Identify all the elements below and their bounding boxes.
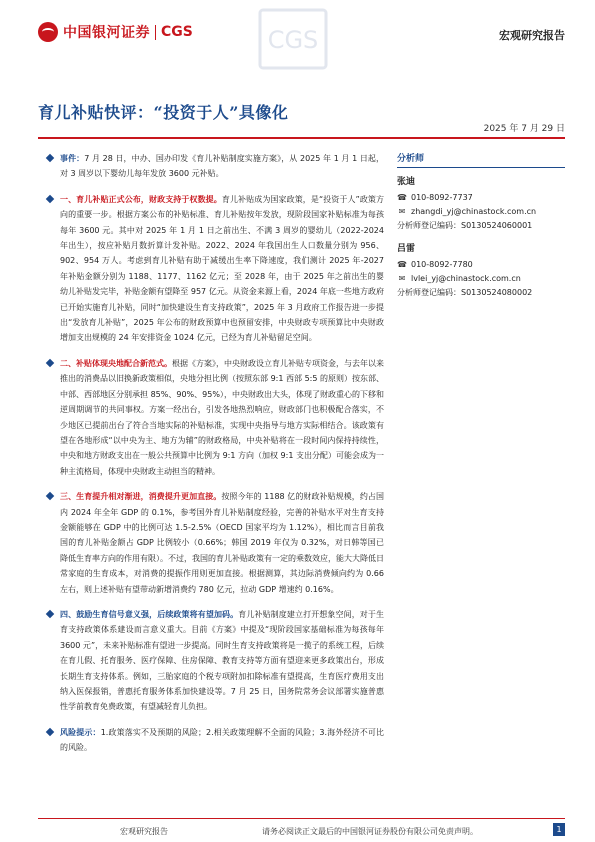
page-number: 1 [553, 823, 565, 836]
report-date: 2025 年 7 月 29 日 [483, 124, 565, 134]
footer-divider [38, 818, 565, 819]
paragraph-lead: 事件： [60, 154, 85, 163]
email-icon: ✉ [398, 274, 406, 283]
analyst-cert: S0130524060001 [461, 221, 533, 230]
paragraph-text: 按照今年的 1188 亿的财政补贴规模，约占国内 2024 年全年 GDP 的 0.1%，参考国外育儿补贴制度经验，完善的补贴水平对生育支持金额能够在 GDP 中的比例可达 1.5-2.5%（OECD 国家平均为 1.12%），相比而言目前我国的育儿补贴金额占 GDP 比例较小（0.66%；韩国 2019 年仅为 0.32%，对日韩等国已降低生育率方向的作用有限）。不过，我国的育儿补贴政策有一定的乘数效应，能大大降低日常家庭的生育成本，对消费的提振作用则更加直接。根据测算，其边际消费倾向约为 0.66 左右，则上述补贴有望带动新增消费约 780 亿元，拉动 GDP 增速约 0.16%。 [60, 492, 384, 594]
watermark-logo-icon [258, 8, 328, 70]
analyst-card [397, 174, 565, 233]
logo-english-name: CGS [161, 24, 193, 40]
watermark-text: CGS [267, 26, 319, 54]
analyst-email-row [397, 272, 565, 286]
diamond-bullet-icon [46, 610, 54, 618]
report-type-label: 宏观研究报告 [499, 29, 565, 42]
paragraph-section-4 [44, 607, 384, 715]
paragraph-section-2 [44, 356, 384, 479]
paragraph-section-1 [44, 192, 384, 346]
diamond-bullet-icon [46, 728, 54, 736]
analyst-cert-label: 分析师登记编码： [397, 221, 461, 230]
report-header [0, 0, 595, 70]
analyst-phone: 010-8092-7737 [411, 193, 473, 202]
analyst-phone-row [397, 258, 565, 272]
paragraph-risk [44, 725, 384, 756]
paragraph-subtitle: 三、生育提升相对渐进，消费提升更加直接。 [60, 492, 222, 502]
paragraph-lead: 风险提示： [60, 727, 101, 737]
paragraph-event [44, 151, 384, 182]
diamond-bullet-icon [46, 492, 54, 500]
logo-mark-icon [38, 22, 58, 42]
diamond-bullet-icon [46, 154, 54, 162]
analyst-email-row [397, 205, 565, 219]
analyst-card [397, 241, 565, 300]
footer-report-type: 宏观研究报告 [120, 827, 168, 836]
analyst-name: 吕雷 [397, 244, 416, 254]
paragraph-subtitle: 四、鼓励生育信号意义强，后续政策将有望加码。 [60, 609, 239, 619]
logo-separator [155, 25, 156, 40]
paragraph-text: 根据《方案》，中央财政设立育儿补贴专项资金，与去年以来推出的消费品以旧换新政策相似，央地分担比例（按照东部 9:1 西部 5:5 的原则）按东部、中部、西部地区分别承担 85%、90%、95%），中央财政出大头，体现了财政重心的下移和逆周期调节的共同事权。方案一经出台，引发各地热烈响应，财政部门也积极配合落实，不少地区已提前出台了符合当地实际的补贴标准，实现中央指导与地方实际相结合。该政策有望在各地形成“以中央为主、地方为辅”的财政格局，中央补贴将在一段时间内保持持续性，中央和地方财政支出在一般公共预算中比例为 9:1 方向（加权 9:1 支出分配）可能会成为一种主流格局，体现中央财政主动担当的精神。 [60, 358, 384, 476]
sidebar-title: 分析师 [397, 151, 565, 168]
analyst-email[interactable]: zhangdi_yj@chinastock.com.cn [411, 207, 537, 216]
paragraph-subtitle: 一、育儿补贴正式公布，财政支持于权数提。 [60, 194, 222, 204]
page-title: 育儿补贴快评：“投资于人”具像化 [38, 103, 289, 122]
analyst-email[interactable]: lvlei_yj@chinastock.com.cn [411, 274, 521, 283]
email-icon: ✉ [398, 207, 406, 216]
analyst-cert: S0130524080002 [461, 288, 533, 297]
footer-disclaimer: 请务必阅读正文最后的中国银河证券股份有限公司免责声明。 [262, 827, 478, 836]
paragraph-text: 1.政策落实不及预期的风险；2.相关政策理解不全面的风险；3.海外经济不可比的风险。 [60, 727, 385, 753]
analyst-phone-row [397, 191, 565, 205]
logo-chinese-name: 中国银河证券 [63, 25, 150, 41]
main-content [44, 151, 384, 766]
analyst-cert-label: 分析师登记编码： [397, 288, 461, 297]
analyst-sidebar [397, 151, 565, 308]
analyst-cert-row [397, 286, 565, 300]
paragraph-section-3 [44, 489, 384, 597]
company-logo [38, 22, 193, 42]
phone-icon: ☎ [397, 260, 407, 269]
paragraph-subtitle: 二、补贴体现央地配合新范式。 [60, 358, 172, 368]
phone-icon: ☎ [397, 193, 407, 202]
paragraph-text: 育儿补贴制度建立打开想象空间，对于生育支持政策体系建设而言意义重大。目前《方案》中提及“现阶段国家基础标准为每孩每年 3600 元”，未来补贴标准有望进一步提高。同时生育支持政策将是一揽子的系统工程，后续在育儿假、托育服务、医疗保障、住房保障、教育支持等方面有望迎来更多政策出台，形成长期生育支持体系。例如，三胎家庭的个税专项附加扣除标准有望提高，生育医疗费用支出纳入医保报销，普惠托育服务体系加快建设等。7 月 25 日，国务院常务会议部署实施普惠性学前教育免费政策，有望减轻育儿负担。 [60, 609, 385, 712]
analyst-cert-row [397, 219, 565, 233]
paragraph-text: 7 月 28 日，中办、国办印发《育儿补贴制度实施方案》，从 2025 年 1 月 1 日起，对 3 周岁以下婴幼儿每年发放 3600 元补贴。 [60, 154, 384, 179]
analyst-phone: 010-8092-7780 [411, 260, 473, 269]
title-divider [38, 137, 565, 139]
diamond-bullet-icon [46, 195, 54, 203]
diamond-bullet-icon [46, 359, 54, 367]
analyst-name: 张迪 [397, 177, 416, 187]
paragraph-text: 育儿补贴成为国家政策，是“投资于人”政策方向的重要一步。根据方案公布的补贴标准、育儿补贴按年发放，现阶段国家补贴标准为每孩每年 3600 元。其中对 2025 年 1 月 1 日之前出生、不满 3 周岁的婴幼儿（2022-2024 年出生），按应补贴月数折算计发补贴。2022、2024 年我国出生人口数量分别为 956、902、954 万人。考虑到育儿补贴有助于减缓出生率下降速度，我们测计 2025 年-2027 年补贴金额分别为 1188、1177、1162 亿元；至 2028 年，由于 2025 年之前出生的婴幼儿补贴发完毕，补贴金额有望降至 957 亿元。从资金来源上看，2024 年底一些地方政府已开始实施育儿补贴，同时“加快建设生育支持政策”，2025 年 3 月政府工作报告进一步提出“发放育儿补贴”，2025 年公布的财政预算中也预留安排，中央财政专项预算比中央财政增加支出规模的 24 年安排资金 1024 亿元，已经为育儿补贴留足空间。 [60, 194, 384, 343]
